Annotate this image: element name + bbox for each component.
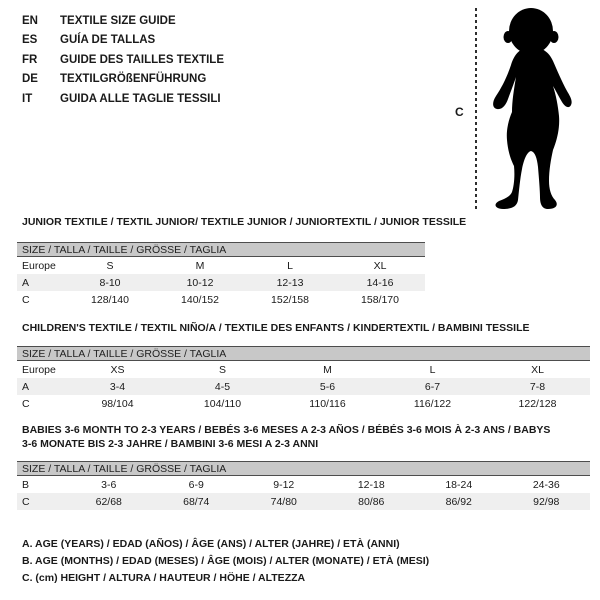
size-cell: 80/86 xyxy=(358,495,385,508)
size-cell: 68/74 xyxy=(183,495,210,508)
size-cell: 12-18 xyxy=(357,478,385,491)
size-cell: 74/80 xyxy=(270,495,297,508)
guide-title: TEXTILGRÖßENFÜHRUNG xyxy=(60,73,207,86)
size-cell: 14-16 xyxy=(366,276,394,289)
table-row xyxy=(17,395,590,412)
size-cell: 92/98 xyxy=(533,495,560,508)
guide-title: GUIDE DES TAILLES TEXTILE xyxy=(60,53,224,66)
legend-line: A. AGE (YEARS) / EDAD (AÑOS) / ÂGE (ANS) / ALTER (JAHRE) / ETÀ (ANNI) xyxy=(22,538,400,550)
babies-size-table xyxy=(17,461,590,510)
size-header: SIZE / TALLA / TAILLE / GRÖSSE / TAGLIA xyxy=(17,243,425,257)
guide-title: TEXTILE SIZE GUIDE xyxy=(60,15,176,27)
table-row xyxy=(17,378,590,395)
size-cell: XS xyxy=(110,363,125,376)
size-cell: 7-8 xyxy=(529,380,546,393)
size-cell: 12-13 xyxy=(276,276,304,289)
legend-line: B. AGE (MONTHS) / EDAD (MESES) / ÂGE (MOIS) / ALTER (MONATE) / ETÀ (MESI) xyxy=(22,555,430,568)
measurement-legend xyxy=(22,536,429,588)
baby-silhouette-icon xyxy=(482,7,578,212)
size-cell: 10-12 xyxy=(186,276,214,289)
size-cell: 98/104 xyxy=(101,397,134,410)
row-label: C xyxy=(22,397,30,410)
size-cell: L xyxy=(287,259,293,272)
table-row xyxy=(17,493,590,510)
row-label: Europe xyxy=(22,363,56,376)
guide-title: GUIDA ALLE TAGLIE TESSILI xyxy=(60,92,221,105)
table-header-row xyxy=(17,462,590,476)
table-header-row xyxy=(17,243,425,257)
size-cell: 152/158 xyxy=(271,293,309,306)
size-cell: 18-24 xyxy=(445,478,473,491)
size-cell: 122/128 xyxy=(518,397,557,410)
language-row xyxy=(22,51,224,70)
size-cell: XL xyxy=(373,259,387,272)
table-row xyxy=(17,476,590,494)
size-cell: XL xyxy=(531,363,544,376)
children-size-table xyxy=(17,346,590,412)
language-code: EN xyxy=(22,15,38,27)
size-cell: 6-7 xyxy=(424,380,441,393)
table-row xyxy=(17,274,425,291)
babies-table-title: BABIES 3-6 MONTH TO 2-3 YEARS / BEBÉS 3-6 MESES A 2-3 AÑOS / BÉBÉS 3-6 MOIS À 2-3 ANS / BABYS 3-6 MONATE BIS 2-3 JAHRE / BAMBINI 3-6 MESI A 2-3 ANNI xyxy=(22,424,551,450)
legend-line: C. (cm) HEIGHT / ALTURA / HAUTEUR / HÖHE / ALTEZZA xyxy=(22,572,306,585)
language-title-list xyxy=(22,12,224,109)
size-header: SIZE / TALLA / TAILLE / GRÖSSE / TAGLIA xyxy=(17,462,590,476)
size-cell: 110/116 xyxy=(309,397,346,410)
size-cell: 86/92 xyxy=(445,495,472,508)
size-cell: S xyxy=(218,363,226,376)
size-cell: 9-12 xyxy=(273,478,295,491)
height-measure-dashed-line xyxy=(475,8,477,209)
language-row xyxy=(22,90,224,109)
row-label: A xyxy=(22,380,30,393)
guide-title: GUÍA DE TALLAS xyxy=(60,34,156,47)
language-code: FR xyxy=(22,53,38,66)
size-cell: 24-36 xyxy=(532,478,560,491)
size-cell: 4-5 xyxy=(214,380,231,393)
row-label: B xyxy=(22,478,30,491)
table-row xyxy=(17,291,425,308)
size-cell: 140/152 xyxy=(181,293,219,306)
size-cell: 3-4 xyxy=(109,380,126,393)
row-label: C xyxy=(22,495,30,508)
size-cell: 5-6 xyxy=(319,380,336,393)
junior-size-table xyxy=(17,242,425,308)
junior-table-title: JUNIOR TEXTILE / TEXTIL JUNIOR/ TEXTILE JUNIOR / JUNIORTEXTIL / JUNIOR TESSILE xyxy=(22,216,467,228)
row-label: A xyxy=(22,276,30,289)
table-header-row xyxy=(17,347,590,361)
language-row xyxy=(22,12,224,31)
size-cell: 3-6 xyxy=(101,478,117,491)
language-row xyxy=(22,70,224,89)
language-row xyxy=(22,31,224,50)
row-label: C xyxy=(22,293,30,306)
size-cell: 6-9 xyxy=(188,478,204,491)
size-cell: 104/110 xyxy=(203,397,242,410)
size-header: SIZE / TALLA / TAILLE / GRÖSSE / TAGLIA xyxy=(17,347,590,361)
size-cell: M xyxy=(195,259,205,272)
table-row xyxy=(17,361,590,379)
table-row xyxy=(17,257,425,275)
size-cell: 62/68 xyxy=(95,495,122,508)
language-code: IT xyxy=(22,92,33,105)
height-measure-label: C xyxy=(455,105,464,119)
size-cell: 158/170 xyxy=(361,293,399,306)
language-code: DE xyxy=(22,73,38,86)
language-code: ES xyxy=(22,34,38,47)
row-label: Europe xyxy=(22,259,56,272)
size-cell: 8-10 xyxy=(99,276,121,289)
size-cell: 116/122 xyxy=(413,397,452,410)
size-cell: S xyxy=(106,259,114,272)
size-cell: M xyxy=(323,363,332,376)
children-table-title: CHILDREN'S TEXTILE / TEXTIL NIÑO/A / TEXTILE DES ENFANTS / KINDERTEXTIL / BAMBINI TESSILE xyxy=(22,322,530,334)
size-cell: 128/140 xyxy=(91,293,129,306)
size-cell: L xyxy=(429,363,436,376)
